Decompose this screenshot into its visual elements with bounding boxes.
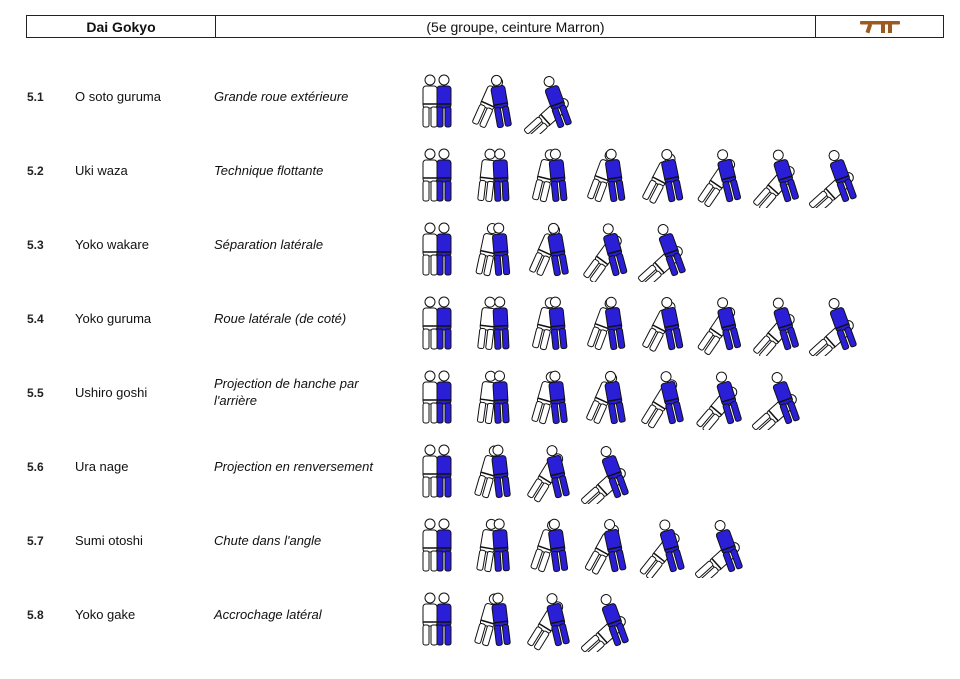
judo-pair-figure — [410, 62, 464, 134]
judo-pair-figure — [581, 284, 635, 356]
technique-french-name: Projection de hanche par l'arrière — [214, 376, 359, 408]
judo-pair-figure — [581, 358, 635, 430]
technique-number: 5.3 — [27, 238, 44, 252]
technique-row — [0, 578, 960, 652]
technique-japanese-name: Ushiro goshi — [75, 385, 148, 400]
technique-french-name: Accrochage latéral — [214, 607, 322, 622]
judo-pair-figure — [638, 210, 692, 282]
judo-pair-figure — [695, 506, 749, 578]
judo-pair-figure — [638, 284, 692, 356]
technique-number: 5.4 — [27, 312, 44, 326]
judo-pair-figure — [695, 136, 749, 208]
technique-illustration-sequence — [410, 504, 752, 578]
technique-row — [0, 430, 960, 504]
judo-pair-figure — [581, 580, 635, 652]
judo-pair-figure — [638, 358, 692, 430]
judo-pair-figure — [467, 210, 521, 282]
technique-illustration-sequence — [410, 282, 866, 356]
judo-pair-figure — [410, 506, 464, 578]
header-table — [26, 15, 944, 38]
judo-pair-figure — [467, 432, 521, 504]
judo-pair-figure — [467, 358, 521, 430]
technique-number: 5.1 — [27, 90, 44, 104]
judo-pair-figure — [809, 284, 863, 356]
judo-pair-figure — [524, 506, 578, 578]
judo-pair-figure — [581, 506, 635, 578]
judo-pair-figure — [410, 432, 464, 504]
technique-number: 5.7 — [27, 534, 44, 548]
judo-pair-figure — [809, 136, 863, 208]
judo-pair-figure — [524, 284, 578, 356]
technique-french-name: Chute dans l'angle — [214, 533, 322, 548]
technique-illustration-sequence — [410, 578, 638, 652]
technique-french-name: Séparation latérale — [214, 237, 324, 252]
technique-row — [0, 504, 960, 578]
judo-pair-figure — [410, 580, 464, 652]
technique-illustration-sequence — [410, 430, 638, 504]
judo-pair-figure — [410, 284, 464, 356]
technique-japanese-name: Ura nage — [75, 459, 129, 474]
technique-japanese-name: Yoko guruma — [75, 311, 152, 326]
judo-pair-figure — [410, 210, 464, 282]
judo-pair-figure — [752, 136, 806, 208]
judo-pair-figure — [581, 210, 635, 282]
technique-japanese-name: Uki waza — [75, 163, 128, 178]
brown-belt-icon — [858, 18, 902, 36]
technique-row — [0, 134, 960, 208]
technique-japanese-name: O soto guruma — [75, 89, 161, 104]
technique-japanese-name: Sumi otoshi — [75, 533, 143, 548]
technique-number: 5.8 — [27, 608, 44, 622]
technique-french-name: Roue latérale (de coté) — [214, 311, 347, 326]
judo-pair-figure — [752, 358, 806, 430]
technique-number: 5.5 — [27, 386, 44, 400]
judo-pair-figure — [695, 358, 749, 430]
judo-pair-figure — [467, 506, 521, 578]
technique-row — [0, 208, 960, 282]
header-title: Dai Gokyo — [86, 18, 156, 35]
judo-pair-figure — [638, 506, 692, 578]
technique-french-name: Grande roue extérieure — [214, 89, 349, 104]
judo-pair-figure — [410, 136, 464, 208]
technique-row — [0, 356, 960, 430]
judo-pair-figure — [581, 432, 635, 504]
judo-pair-figure — [467, 62, 521, 134]
header-group: (5e groupe, ceinture Marron) — [215, 16, 815, 37]
technique-illustration-sequence — [410, 208, 695, 282]
judo-pair-figure — [524, 432, 578, 504]
judo-pair-figure — [467, 284, 521, 356]
judo-pair-figure — [467, 136, 521, 208]
judo-pair-figure — [695, 284, 749, 356]
technique-french-name: Projection en renversement — [214, 459, 373, 474]
technique-row — [0, 60, 960, 134]
technique-japanese-name: Yoko wakare — [75, 237, 149, 252]
judo-pair-figure — [581, 136, 635, 208]
judo-pair-figure — [752, 284, 806, 356]
technique-illustration-sequence — [410, 356, 809, 430]
technique-number: 5.2 — [27, 164, 44, 178]
judo-pair-figure — [524, 580, 578, 652]
judo-pair-figure — [410, 358, 464, 430]
header-belt-cell — [815, 16, 943, 37]
technique-number: 5.6 — [27, 460, 44, 474]
technique-illustration-sequence — [410, 134, 866, 208]
technique-french-name: Technique flottante — [214, 163, 324, 178]
judo-pair-figure — [524, 62, 578, 134]
judo-pair-figure — [638, 136, 692, 208]
judo-pair-figure — [524, 358, 578, 430]
judo-pair-figure — [467, 580, 521, 652]
technique-japanese-name: Yoko gake — [75, 607, 136, 622]
technique-row — [0, 282, 960, 356]
judo-pair-figure — [524, 210, 578, 282]
judo-pair-figure — [524, 136, 578, 208]
technique-illustration-sequence — [410, 60, 581, 134]
